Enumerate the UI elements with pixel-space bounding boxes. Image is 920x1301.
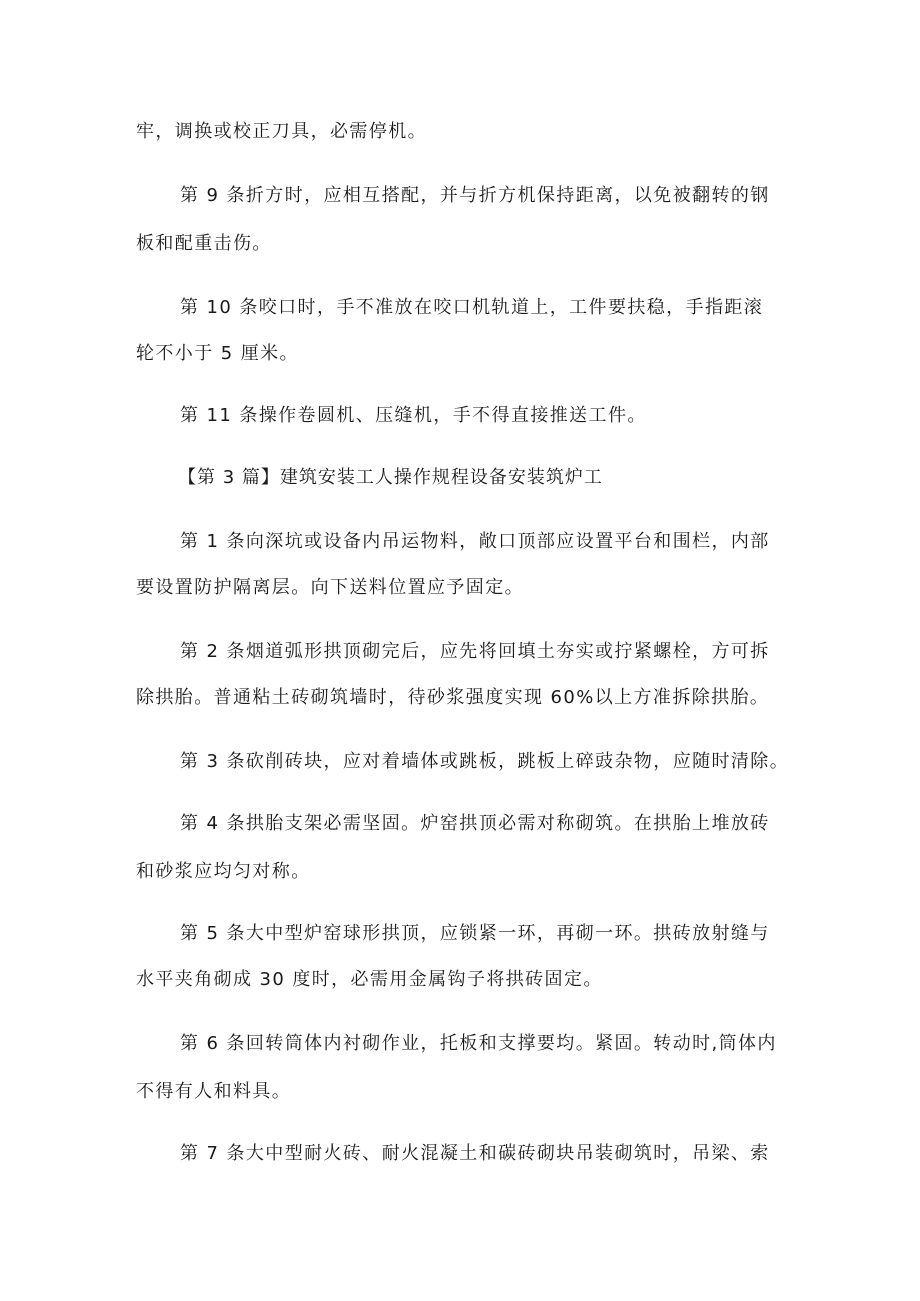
article-9-line-2: 板和配重击伤。 bbox=[136, 233, 272, 254]
article-10-line-2: 轮不小于 5 厘米。 bbox=[136, 343, 299, 364]
article-11-line: 第 11 条操作卷圆机、压缝机，手不得直接推送工件。 bbox=[180, 405, 647, 426]
article-3-line: 第 3 条砍削砖块，应对着墙体或跳板，跳板上碎豉杂物，应随时清除。 bbox=[180, 751, 790, 772]
article-2-line-1: 第 2 条烟道弧形拱顶砌完后，应先将回填土夯实或拧紧螺栓，方可拆 bbox=[180, 641, 770, 662]
text-line: 牢，调换或校正刀具，必需停机。 bbox=[136, 121, 427, 142]
article-6-line-2: 不得有人和料具。 bbox=[136, 1081, 292, 1102]
article-5-line-2: 水平夹角砌成 30 度时，必需用金属钩子将拱砖固定。 bbox=[136, 969, 603, 990]
article-4-line-1: 第 4 条拱胎支架必需坚固。炉窑拱顶必需对称砌筑。在拱胎上堆放砖 bbox=[180, 813, 770, 834]
article-5-line-1: 第 5 条大中型炉窑球形拱顶，应锁紧一环，再砌一环。拱砖放射缝与 bbox=[180, 923, 770, 944]
article-7-line-1: 第 7 条大中型耐火砖、耐火混凝土和碳砖砌块吊装砌筑时，吊梁、索 bbox=[180, 1143, 770, 1164]
article-9-line-1: 第 9 条折方时，应相互搭配，并与折方机保持距离，以免被翻转的钢 bbox=[180, 185, 770, 206]
article-1-line-2: 要设置防护隔离层。向下送料位置应予固定。 bbox=[136, 577, 524, 598]
article-1-line-1: 第 1 条向深坑或设备内吊运物料，敞口顶部应设置平台和围栏，内部 bbox=[180, 531, 770, 552]
article-2-line-2: 除拱胎。普通粘土砖砌筑墙时，待砂浆强度实现 60%以上方准拆除拱胎。 bbox=[136, 687, 770, 708]
article-4-line-2: 和砂浆应均匀对称。 bbox=[136, 861, 311, 882]
section-heading: 【第 3 篇】建筑安装工人操作规程设备安装筑炉工 bbox=[178, 467, 603, 488]
article-10-line-1: 第 10 条咬口时，手不准放在咬口机轨道上，工件要扶稳，手指距滚 bbox=[180, 297, 764, 318]
article-6-line-1: 第 6 条回转筒体内衬砌作业，托板和支撑要均。紧固。转动时,筒体内 bbox=[180, 1033, 777, 1054]
